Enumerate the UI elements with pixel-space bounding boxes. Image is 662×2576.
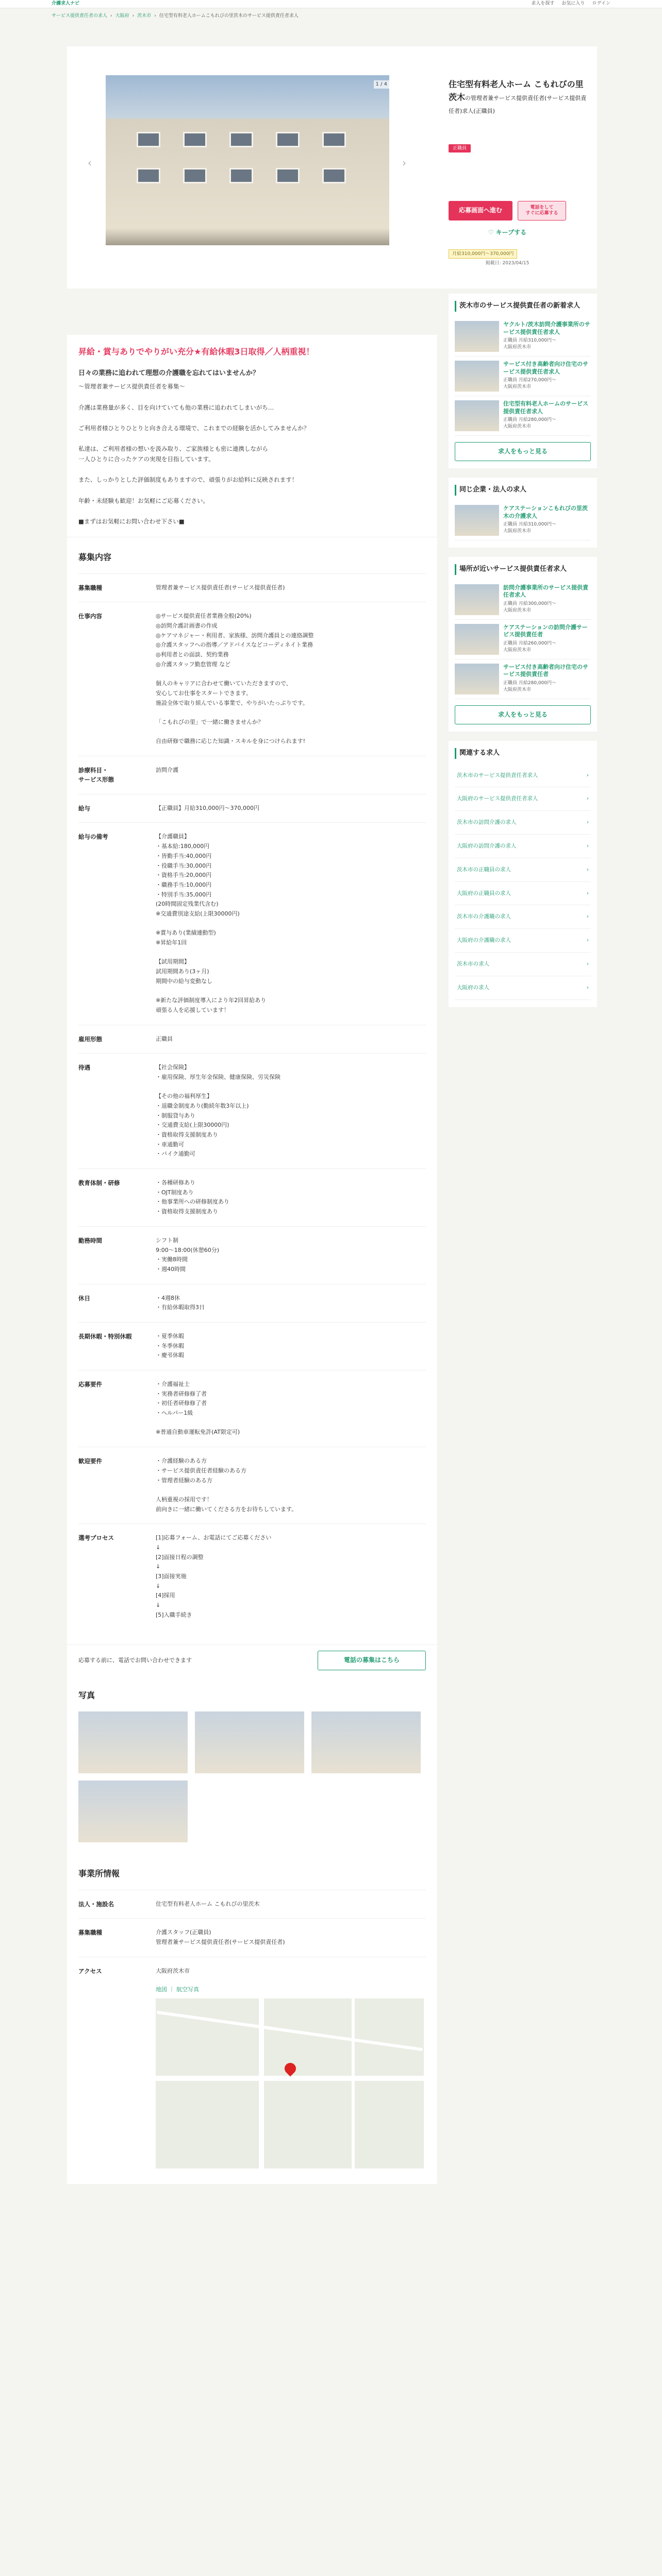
updated-date: 掲載日: 2023/04/15 bbox=[485, 261, 529, 266]
job-thumbnail bbox=[455, 361, 499, 392]
map-tabs: 地図 ｜ 航空写真 bbox=[156, 1986, 199, 1993]
requirement-label: 雇用形態 bbox=[78, 1025, 156, 1054]
requirement-value: 【正職員】月給310,000円〜370,000円 bbox=[156, 794, 426, 823]
related-link[interactable] bbox=[455, 905, 591, 929]
window-shape bbox=[229, 168, 253, 183]
breadcrumb-item[interactable]: 大阪府 bbox=[115, 13, 129, 19]
office-table bbox=[78, 1890, 426, 1986]
related-link-label: 茨木市の求人 bbox=[457, 960, 489, 967]
office-info-value: 住宅型有料老人ホーム こもれびの里茨木 bbox=[156, 1890, 426, 1919]
requirement-value: ・4週8休 ・有給休暇取得3日 bbox=[156, 1284, 426, 1322]
job-thumbnail bbox=[455, 400, 499, 431]
job-card-title[interactable]: 訪問介護事業所のサービス提供責任者求人 bbox=[503, 584, 588, 599]
photo-gallery bbox=[67, 1711, 437, 1854]
requirement-value: 訪問介護 bbox=[156, 756, 426, 794]
chevron-right-icon[interactable]: › bbox=[402, 157, 406, 169]
nav-search-link[interactable]: 求人を探す bbox=[531, 1, 555, 7]
job-card-title[interactable]: サービス付き高齢者向け住宅のサービス提供責任者求人 bbox=[503, 360, 588, 375]
requirement-label: 休日 bbox=[78, 1284, 156, 1322]
chevron-right-icon: › bbox=[586, 795, 589, 802]
job-thumbnail bbox=[455, 624, 499, 655]
requirement-row bbox=[78, 794, 426, 823]
requirement-value: ・介護福祉士 ・実務者研修修了者 ・初任者研修修了者 ・ヘルパー1級 ※普通自動車運転免許(AT限定可) bbox=[156, 1370, 426, 1447]
job-card-meta: 正職員 月給310,000円〜 大阪府茨木市 bbox=[503, 338, 557, 350]
job-card[interactable] bbox=[455, 620, 591, 659]
chevron-left-icon[interactable]: ‹ bbox=[88, 157, 92, 169]
apply-button[interactable]: 応募画面へ進む bbox=[449, 201, 512, 221]
aerial-tab[interactable]: 航空写真 bbox=[176, 1986, 199, 1993]
requirement-label: 待遇 bbox=[78, 1054, 156, 1169]
requirement-row bbox=[78, 1169, 426, 1227]
office-info-value: 大阪府茨木市 bbox=[156, 1957, 426, 1985]
related-link-label: 大阪府の訪問介護の求人 bbox=[457, 842, 517, 849]
breadcrumb-item[interactable]: サービス提供責任者の求人 bbox=[52, 13, 108, 19]
window-shape bbox=[229, 132, 253, 147]
catch-section bbox=[67, 335, 437, 537]
chevron-right-icon: › bbox=[586, 842, 589, 849]
job-card-meta: 正職員 月給280,000円〜 大阪府茨木市 bbox=[503, 417, 557, 430]
chevron-right-icon: › bbox=[586, 937, 589, 944]
requirement-row bbox=[78, 573, 426, 602]
chevron-right-icon: › bbox=[586, 960, 589, 967]
brand-logo[interactable]: 介護求人ナビ bbox=[52, 1, 80, 7]
related-link-label: 茨木市の訪問介護の求人 bbox=[457, 819, 517, 826]
requirement-label: 勤務時間 bbox=[78, 1226, 156, 1284]
related-link-label: 大阪府の正職員の求人 bbox=[457, 890, 511, 896]
chevron-right-icon: › bbox=[586, 890, 589, 896]
requirement-value: ・各種研修あり ・OJT制度あり ・他事業所への研修制度あり ・資格取得支援制度あり bbox=[156, 1169, 426, 1227]
nav-login-link[interactable]: ログイン bbox=[592, 1, 610, 7]
office-info-label: 募集職種 bbox=[78, 1919, 156, 1957]
job-thumbnail bbox=[455, 584, 499, 615]
related-link-label: 大阪府の介護職の求人 bbox=[457, 937, 511, 944]
window-shape bbox=[322, 168, 346, 183]
related-link[interactable] bbox=[455, 882, 591, 906]
phone-banner bbox=[67, 1645, 437, 1675]
related-jobs-card bbox=[449, 741, 597, 1007]
job-card-meta: 正職員 月給300,000円〜 大阪府茨木市 bbox=[503, 601, 557, 613]
related-link[interactable] bbox=[455, 929, 591, 953]
job-thumbnail bbox=[455, 321, 499, 352]
requirement-value: 正職員 bbox=[156, 1025, 426, 1054]
catch-body: 〜管理者兼サービス提供責任者を募集〜 介護は業務量が多く、目を向けていても他の業務に追われてしまいがち… ご利用者様ひとりひとりと向き合える環境で、これまでの経験を活かしてみませんか？ 私達は、ご利用者様の想いを汲み取り、ご家族様とも密に連携しながら 一人ひとりに合ったケアの実現を目指しています。 また、しっかりとした評価制度もありますので、頑張りがお給料に反映されます！ 年齢・未経験も歓迎！お気軽にご応募ください。 ■まずはお気軽にお問い合わせ下さい■ bbox=[78, 383, 310, 525]
requirement-label: 長期休暇・特別休暇 bbox=[78, 1322, 156, 1370]
catch-question: 日々の業務に追われて理想の介護職を忘れてはいませんか？ bbox=[78, 369, 260, 377]
requirement-row bbox=[78, 756, 426, 794]
job-card[interactable] bbox=[455, 659, 591, 699]
related-link-label: 大阪府のサービス提供責任者求人 bbox=[457, 795, 538, 802]
requirement-label: 歓迎要件 bbox=[78, 1447, 156, 1524]
chevron-right-icon: › bbox=[586, 866, 589, 873]
requirements-heading: 募集内容 bbox=[78, 552, 112, 563]
related-link[interactable] bbox=[455, 858, 591, 882]
job-card-title[interactable]: ケアステーションこもれびの里茨木の介護求人 bbox=[503, 504, 588, 519]
job-card-title[interactable]: ケアステーションの訪問介護サービス提供責任者 bbox=[503, 623, 588, 638]
keep-button[interactable]: ♡ キープする bbox=[488, 229, 527, 236]
job-card-meta: 正職員 月給280,000円〜 大阪府茨木市 bbox=[503, 681, 557, 692]
related-link-label: 茨木市の正職員の求人 bbox=[457, 866, 511, 873]
requirements-table bbox=[78, 573, 426, 1630]
job-card[interactable] bbox=[455, 580, 591, 620]
gallery-photo[interactable] bbox=[78, 1781, 188, 1842]
requirement-value: ◎サービス提供責任者業務全般(20%) ◎訪問介護計画書の作成 ◎ケアマネジャー・利用者、家族様、訪問介護員との連絡調整 ◎介護スタッフへの指導／アドバイスなどコーディネイト業務 ◎利用者との面談、契約業務 ◎介護スタッフ勤怠管理 など 個人のキャリアに合わせて働いていただきますので、 安心してお仕事をスタートできます。 施設全体で取り組んでいる事業で、やりがいたっぷりです。 「こもれびの里」で一緒に働きませんか？ 自由研修で職務に応じた知識・スキルを身につけられます! bbox=[156, 602, 426, 756]
job-card[interactable] bbox=[455, 396, 591, 436]
requirement-value: 管理者兼サービス提供責任者(サービス提供責任者) bbox=[156, 573, 426, 602]
related-link-label: 大阪府の求人 bbox=[457, 984, 489, 991]
window-shape bbox=[137, 132, 160, 147]
office-info-row bbox=[78, 1890, 426, 1919]
employment-badge: 正職員 bbox=[449, 144, 471, 152]
job-card-title[interactable]: サービス付き高齢者向け住宅のサービス提供責任者 bbox=[503, 663, 588, 678]
requirement-label: 募集職種 bbox=[78, 573, 156, 602]
window-shape bbox=[322, 132, 346, 147]
job-card[interactable] bbox=[455, 501, 591, 540]
gallery-photo[interactable] bbox=[311, 1711, 421, 1773]
requirement-label: 診療科目・ サービス形態 bbox=[78, 756, 156, 794]
requirement-row bbox=[78, 1054, 426, 1169]
job-card-title[interactable]: 住宅型有料老人ホームのサービス提供責任者求人 bbox=[503, 400, 588, 415]
requirement-label: 給与 bbox=[78, 794, 156, 823]
phone-apply-button[interactable]: 電話の募集はこちら bbox=[318, 1651, 426, 1670]
requirement-label: 仕事内容 bbox=[78, 602, 156, 756]
gallery-photo[interactable] bbox=[78, 1711, 188, 1773]
breadcrumb-current: 住宅型有料老人ホームこもれびの里茨木のサービス提供責任者求人 bbox=[159, 13, 299, 19]
related-link[interactable] bbox=[455, 976, 591, 1000]
requirement-value: ・介護経験のある方 ・サービス提供責任者経験のある方 ・管理者経験のある方 人柄重視の採用です！ 前向きに一緒に働いてくださる方をお待ちしています。 bbox=[156, 1447, 426, 1524]
nav-favorite-link[interactable]: お気に入り bbox=[561, 1, 585, 7]
map-tab[interactable]: 地図 bbox=[156, 1986, 167, 1993]
window-shape bbox=[276, 168, 300, 183]
requirement-row bbox=[78, 1370, 426, 1447]
job-title: 住宅型有料老人ホーム こもれびの里茨木の管理者兼サービス提供責任者(サービス提供責任者)求人(正職員) bbox=[449, 79, 587, 114]
nearby-jobs-card bbox=[449, 294, 597, 468]
related-link[interactable] bbox=[455, 835, 591, 858]
requirement-row bbox=[78, 1322, 426, 1370]
sidebar bbox=[449, 46, 597, 1016]
chevron-right-icon: › bbox=[586, 772, 589, 778]
same-company-card bbox=[449, 478, 597, 548]
job-card-title[interactable]: ヤクルト/茨木訪問介護事業所のサービス提供責任者求人 bbox=[503, 320, 590, 335]
call-apply-button[interactable]: 電話をして すぐに応募する bbox=[518, 201, 566, 221]
near-jobs-card bbox=[449, 557, 597, 732]
requirement-value: 【社会保険】 ・雇用保険、厚生年金保険、健康保険、労災保険 【その他の福利厚生】 ・退職金制度あり(勤続年数3年以上) ・制服貸与あり ・交通費支給(上限30000円) ・資格取得支援制度あり ・車通勤可 ・バイク通勤可 bbox=[156, 1054, 426, 1169]
requirement-row bbox=[78, 823, 426, 1025]
requirement-row bbox=[78, 1284, 426, 1322]
related-link[interactable] bbox=[455, 811, 591, 835]
breadcrumb-item[interactable]: 茨木市 bbox=[137, 13, 152, 19]
more-jobs-button[interactable]: 求人をもっと見る bbox=[455, 705, 591, 724]
office-heading: 事業所情報 bbox=[78, 1869, 120, 1879]
requirement-label: 給与の備考 bbox=[78, 823, 156, 1025]
requirement-label: 選考プロセス bbox=[78, 1524, 156, 1630]
window-shape bbox=[183, 132, 207, 147]
requirement-value: ・夏季休暇 ・冬季休暇 ・慶弔休暇 bbox=[156, 1322, 426, 1370]
facility-photo[interactable] bbox=[106, 75, 389, 245]
office-info-value: 介護スタッフ(正職員) 管理者兼サービス提供責任者(サービス提供責任者) bbox=[156, 1919, 426, 1957]
office-info-label: 法人・施設名 bbox=[78, 1890, 156, 1919]
job-thumbnail bbox=[455, 664, 499, 694]
office-info-row bbox=[78, 1919, 426, 1957]
window-shape bbox=[276, 132, 300, 147]
photo-counter: 1 / 4 bbox=[374, 80, 389, 89]
job-card-meta: 正職員 月給260,000円〜 大阪府茨木市 bbox=[503, 641, 557, 653]
near-jobs-heading: 場所が近いサービス提供責任者求人 bbox=[455, 564, 591, 575]
catch-title: 昇給・賞与ありでやりがい充分★有給休暇3日取得／人柄重視！ bbox=[78, 347, 315, 357]
top-bar bbox=[0, 0, 662, 8]
requirement-value: シフト制 9:00〜18:00(休憩60分) ・実働8時間 ・週40時間 bbox=[156, 1226, 426, 1284]
phone-banner-text: 応募する前に、電話でお問い合わせできます bbox=[78, 1657, 192, 1664]
related-link[interactable] bbox=[455, 764, 591, 788]
job-card-meta: 正職員 月給270,000円〜 大阪府茨木市 bbox=[503, 378, 557, 390]
chevron-right-icon: › bbox=[586, 984, 589, 991]
window-shape bbox=[137, 168, 160, 183]
requirement-row bbox=[78, 1226, 426, 1284]
related-link[interactable] bbox=[455, 953, 591, 976]
related-jobs-heading: 関連する求人 bbox=[455, 748, 591, 759]
job-card[interactable] bbox=[455, 317, 591, 357]
requirement-value: [1]応募フォーム、お電話にてご応募ください ↓ [2]面接日程の調整 ↓ [3]面接実施 ↓ [4]採用 ↓ [5]入職手続き bbox=[156, 1524, 426, 1630]
requirement-row bbox=[78, 1447, 426, 1524]
requirement-label: 教育体制・研修 bbox=[78, 1169, 156, 1227]
chevron-right-icon: › bbox=[586, 913, 589, 920]
office-info-label: アクセス bbox=[78, 1957, 156, 1985]
same-company-heading: 同じ企業・法人の求人 bbox=[455, 485, 591, 496]
chevron-right-icon: › bbox=[586, 819, 589, 826]
job-card-meta: 正職員 月給310,000円〜 大阪府茨木市 bbox=[503, 522, 557, 534]
gallery-photo[interactable] bbox=[195, 1711, 304, 1773]
breadcrumb: サービス提供責任者の求人 › 大阪府 › 茨木市 › 住宅型有料老人ホームこもれびの里茨木のサービス提供責任者求人 bbox=[52, 12, 299, 20]
main-content bbox=[67, 335, 437, 2184]
related-link-label: 茨木市のサービス提供責任者求人 bbox=[457, 772, 538, 778]
salary-tag: 月給310,000円〜370,000円 bbox=[449, 249, 517, 259]
office-info-row bbox=[78, 1957, 426, 1985]
nearby-jobs-heading: 茨木市のサービス提供責任者の新着求人 bbox=[455, 301, 591, 312]
related-link-label: 茨木市の介護職の求人 bbox=[457, 913, 511, 920]
more-jobs-button[interactable]: 求人をもっと見る bbox=[455, 442, 591, 461]
photos-heading: 写真 bbox=[78, 1690, 95, 1701]
requirement-value: 【介護職員】 ・基本給:180,000円 ・皆勤手当:40,000円 ・役職手当:30,000円 ・資格手当:20,000円 ・職務手当:10,000円 ・特別手当:35,000円 (20時間固定残業代含む) ※交通費別途支給(上限30000円) ※賞与あり(業績連動型) ※昇給年1回 【試用期間】 試用期間あり(3ヶ月) 期間中の給与変動なし ※新たな評価制度導入により年2回昇給あり 頑張る人を応援しています！ bbox=[156, 823, 426, 1025]
related-link[interactable] bbox=[455, 787, 591, 811]
job-card[interactable] bbox=[455, 357, 591, 396]
map-pin-icon[interactable] bbox=[282, 2060, 298, 2076]
job-thumbnail bbox=[455, 505, 499, 536]
requirement-row bbox=[78, 1524, 426, 1630]
window-shape bbox=[183, 168, 207, 183]
requirement-row bbox=[78, 1025, 426, 1054]
requirement-row bbox=[78, 602, 426, 756]
requirement-label: 応募要件 bbox=[78, 1370, 156, 1447]
map[interactable] bbox=[156, 1998, 424, 2168]
